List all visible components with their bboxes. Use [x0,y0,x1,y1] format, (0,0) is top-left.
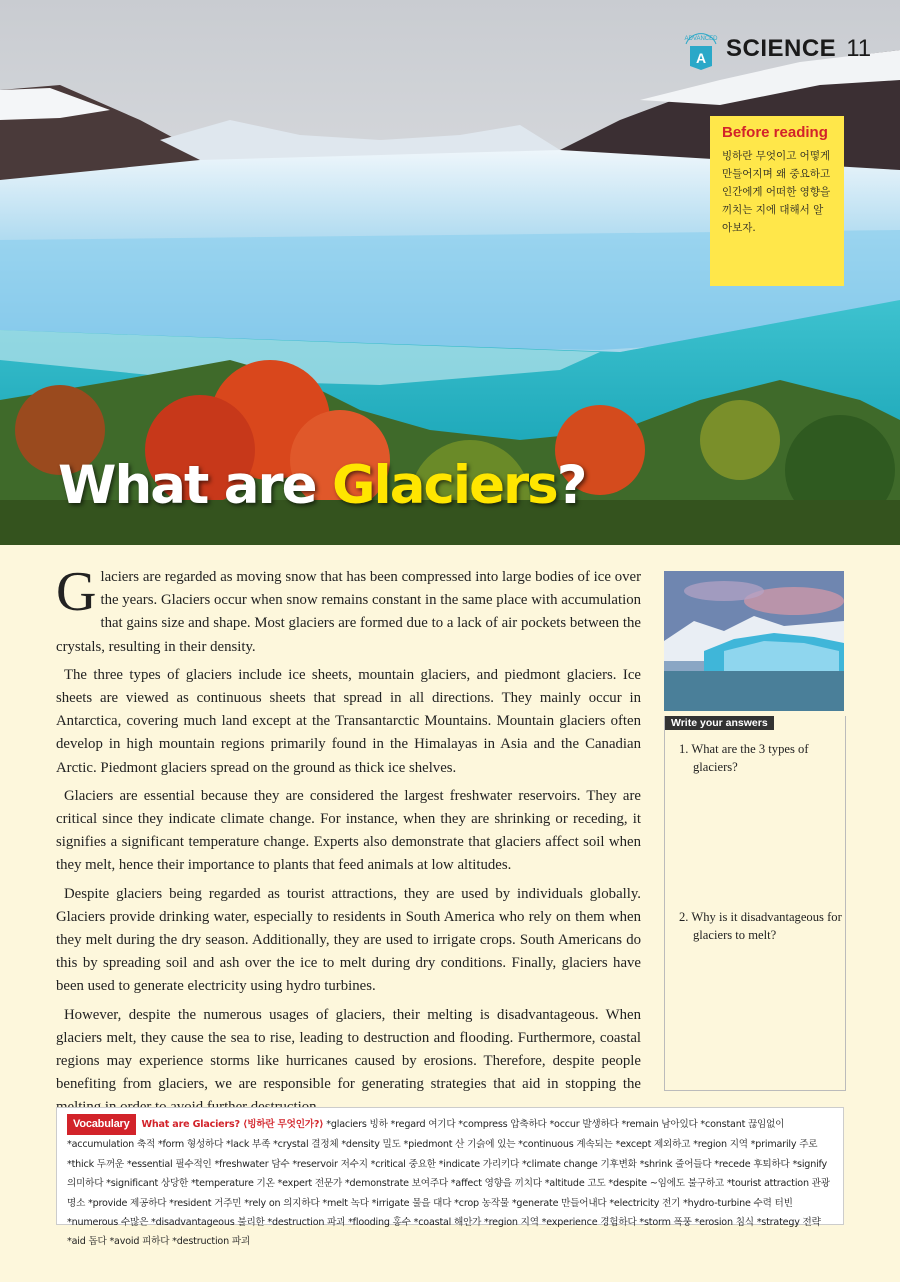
paragraph-4: Despite glaciers being regarded as tourist attractions, they are used by individuals globally. Glaciers provide drinking water, especially to residents in South America who rely on them when they melt during the dry season. Additionally, they are used to irrigate crops. South Americans do this by spreading soil and ash over the ice to melt during dry conditions. Finally, glaciers have been used to generate electricity using hydro turbines. [56,885,641,995]
paragraph-1 [56,561,641,659]
before-reading-text: 빙하란 무엇이고 어떻게 만들어지며 왜 중요하고 인간에게 어떠한 영향을 끼치는 지에 대해서 알아보자. [722,150,831,234]
drop-cap: G [56,561,97,623]
article-title [58,455,585,516]
paragraph-1-text: laciers are regarded as moving snow that has been compressed into large bodies of ice over the years. Glaciers occur when snow remains constant in the same place with accumulation that gains size and shape. Most glaciers are formed due to a lack of air pockets between the crystals, resulting in their density. [56,569,641,655]
svg-text:A: A [695,50,707,66]
hero-photo [0,0,900,545]
paragraph-5-text: However, despite the numerous usages of glaciers, their melting is disadvantageous. When glaciers melt, they cause the sea to rise, leading to destruction and flooding. Furthermore, coastal regions may experience storms like hurricanes caused by erosions. Therefore, despite people benefiting from glaciers, we are responsible for generating strategies that aid in stopping the [56,1006,641,1093]
before-reading-title: Before reading [722,124,828,141]
title-part-1: What are [58,455,333,516]
paragraph-5 [56,1004,641,1120]
vocabulary-tag: Vocabulary [67,1114,136,1135]
title-highlight: Glaciers [332,455,557,516]
write-answers-box [664,716,846,1091]
write-answers-label: Write your answers [665,716,774,730]
vocabulary-box [56,1107,844,1248]
section-header [682,28,871,70]
section-name: SCIENCE [726,35,837,62]
paragraph-2: The three types of glaciers include ice sheets, mountain glaciers, and piedmont glaciers. Ice sheets are viewed as continuous sheets that spread in all directions. They mainly occur in Antarctica, covering much land except at the Transantarctic Mountains. Mountain glaciers often develop in high mountain regions primarily found in the Himalayas in Asia and the Canadian Arctic. Piedmont glaciers spread on the ground as thick ice shelves. [56,666,641,776]
question-2: 2. Why is it disadvantageous for glaciers to melt? [679,910,842,942]
svg-text:ADVANCED: ADVANCED [684,36,718,42]
title-part-3: ? [556,455,586,516]
article-body [56,561,641,1128]
vocabulary-list: *glaciers 빙하 *regard 여기다 *compress 압축하다 *occur 발생하다 *remain 남아있다 *constant 끊임없이 *accumulation 축적 *form 형성하다 *lack 부족 *crystal 결정체 *density 밀도 *piedmont 산 기슭에 있는 *continuous 계속되는 *except 제외하고 *region 지역 *primarily 주로 *thick 두꺼운 *essential 필수적인 *freshwater 담수 *reservoir 저수지 *critical 중요한 *indicate 가리키다 *climate change 기후변화 *shrink 줄어들다 *recede 후퇴하다 *signify 의미하다 *significant 상당한 *temperature 기온 *expert 전문가 *demonstrate 보여주다 *affect 영향을 끼치다 *altitude 고도 *despite ~임에도 불구하고 *tourist attraction 관광명소 *provide 제공하다 *resident 거주민 *rely on 의지하다 *melt 녹다 *irrigate 물을 대다 *crop 농작물 *generate 만들어내다 *electricity 전기 *hydro-turbine 수력 터빈 *numerous 수많은 *disadvantageous 불리한 *destruction 파괴 *flooding 홍수 *coastal 해안가 *region 지역 *experience 경험하다 *storm 폭풍 *erosion 침식 *strategy 전략 *aid 돕다 *avoid 피하다 *destruction 파괴 [67,1119,830,1248]
question-1: 1. What are the 3 types of glaciers? [679,742,809,774]
paragraph-3: Glaciers are essential because they are considered the largest freshwater reservoirs. They are critical since they indicate climate change. For instance, when they are shrinking or receding, it signifies a significant temperature change. Experts also demonstrate that glaciers affect soil when they melt, hence their importance to plants that feed animals at low altitudes. [56,787,641,874]
side-glacier-photo [664,571,844,711]
vocabulary-body [67,1114,833,1252]
before-reading-box [710,116,844,286]
vocabulary-title: What are Glaciers? ⟨빙하란 무엇인가?⟩ [141,1119,324,1130]
page-number: 11 [846,35,872,62]
advanced-badge-icon [682,28,720,70]
